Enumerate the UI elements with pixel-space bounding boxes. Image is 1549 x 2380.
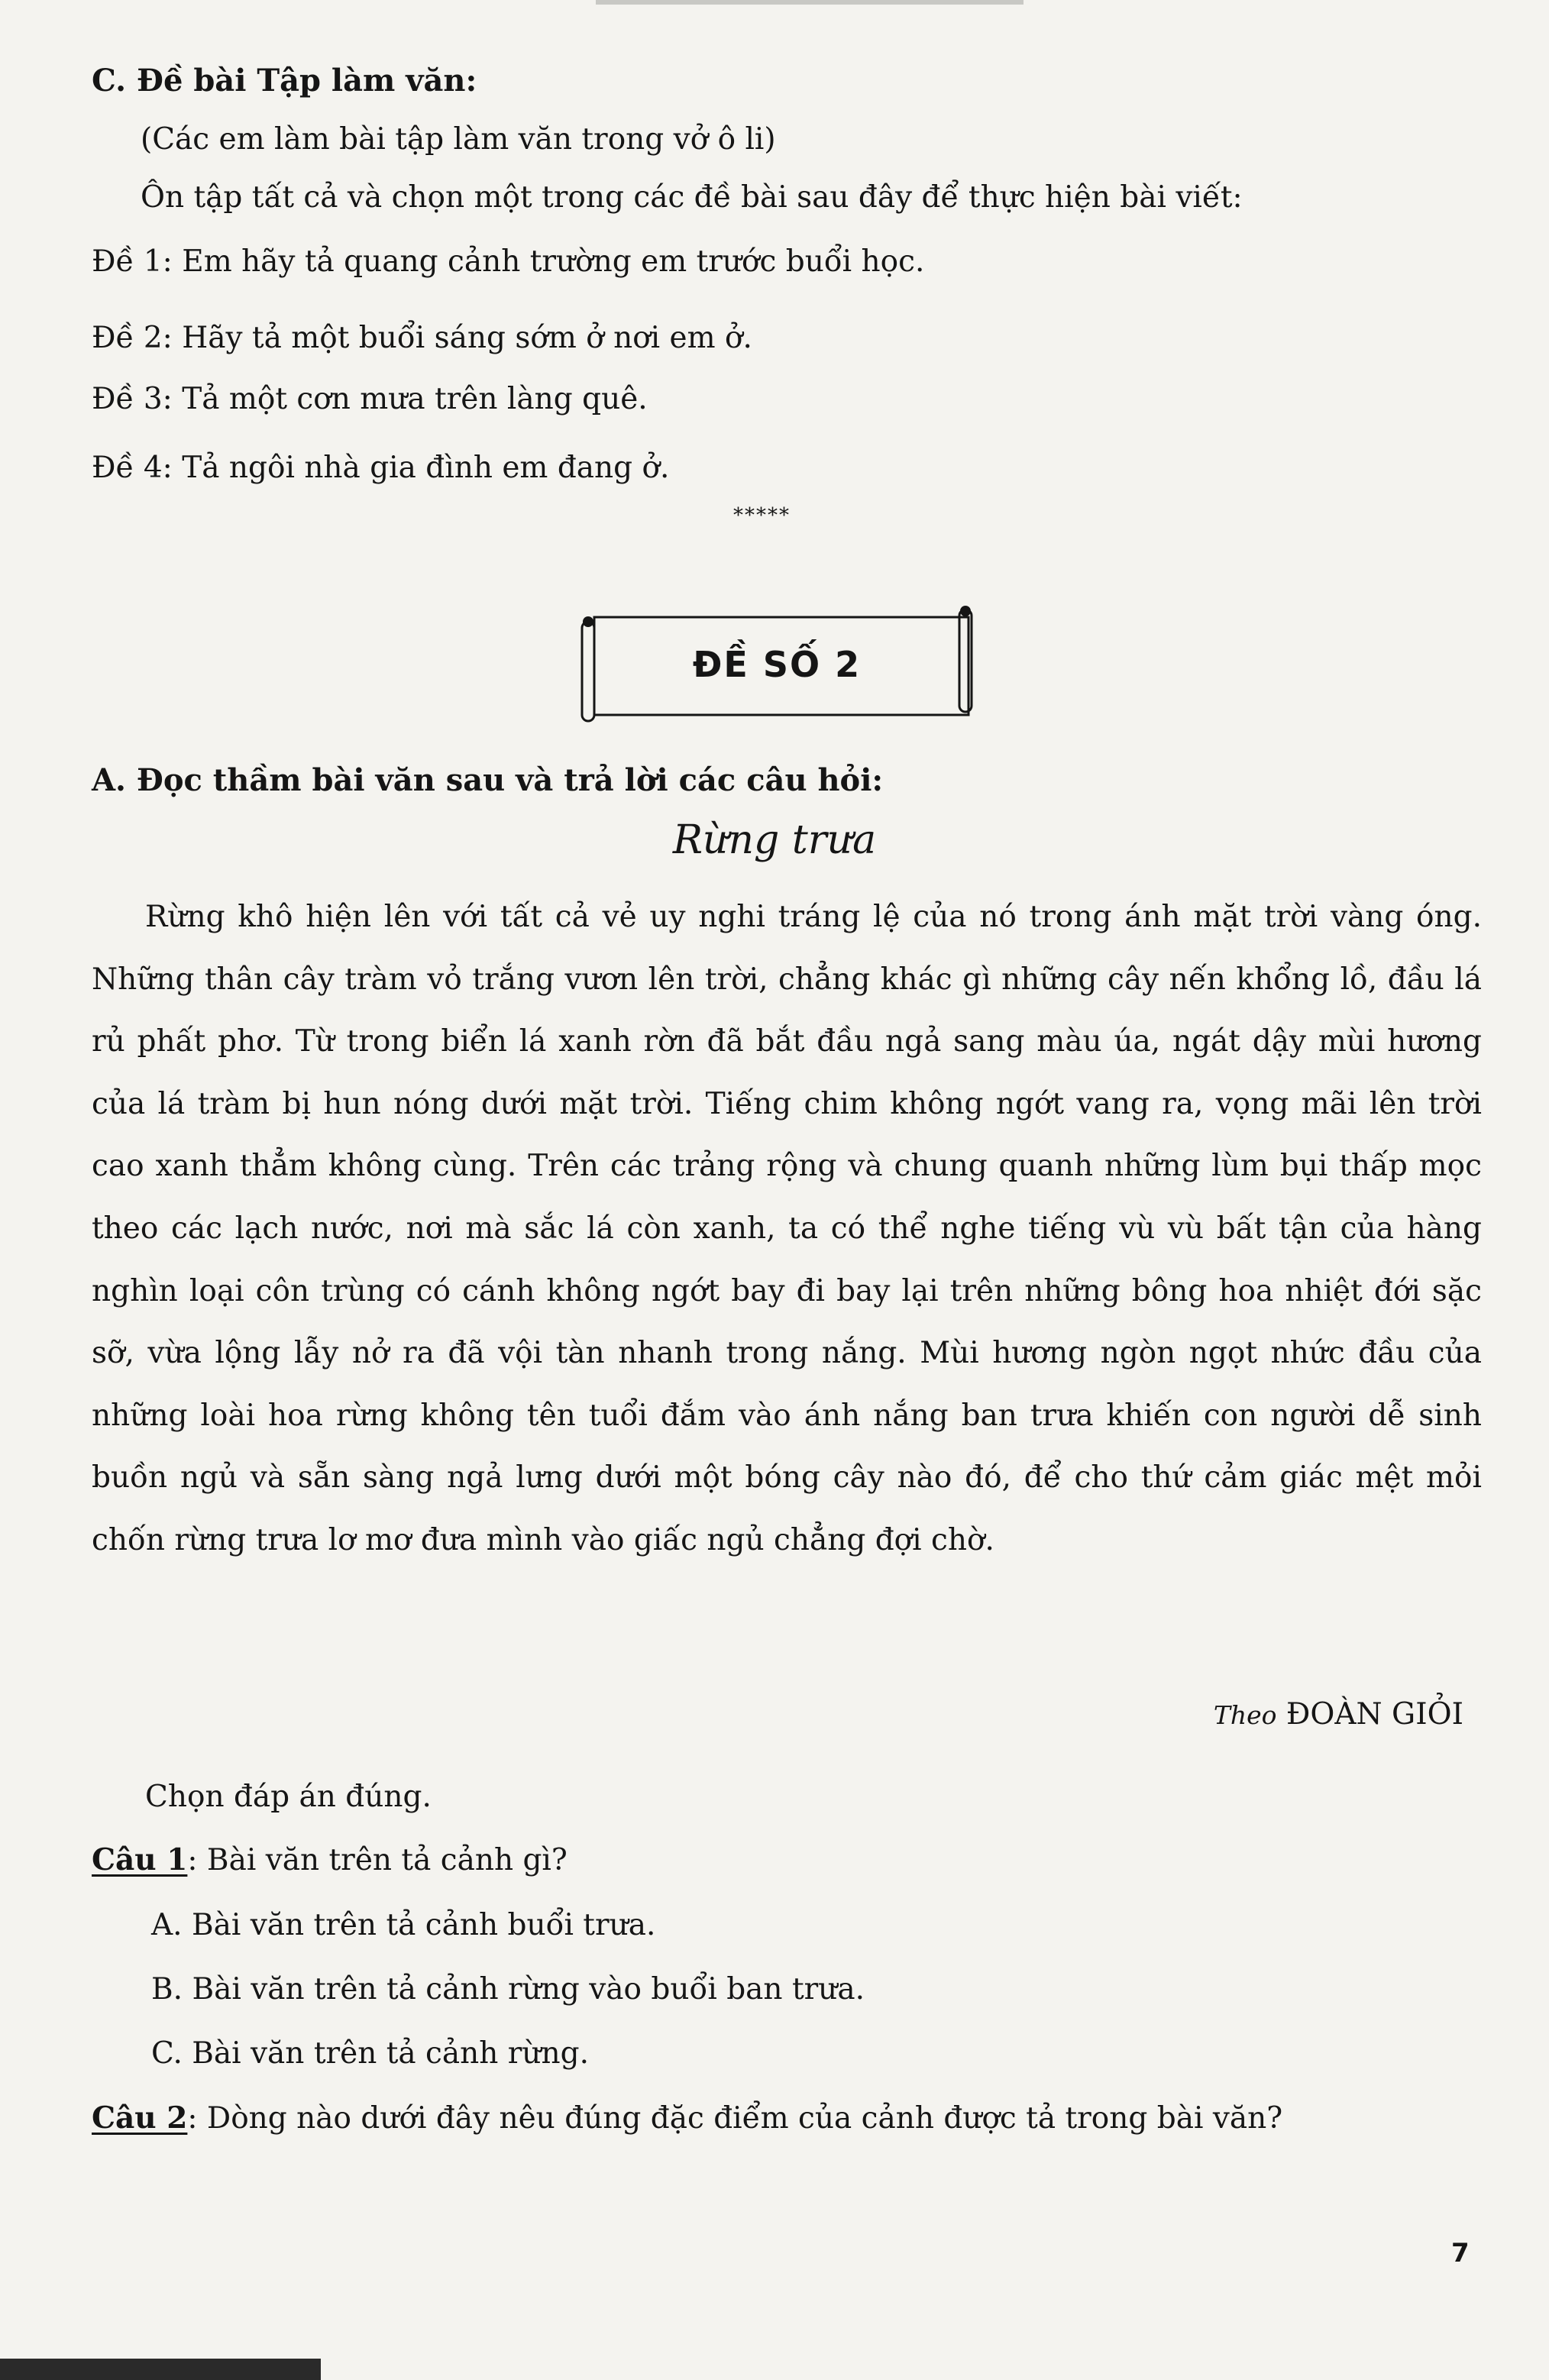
answer-prompt: Chọn đáp án đúng. [145,1780,432,1814]
answer-option: A. Bài văn trên tả cảnh buổi trưa. [151,1908,656,1942]
essay-topic: Đề 2: Hãy tả một buổi sáng sớm ở nơi em ở. [92,321,752,355]
question-2-text: : Dòng nào dưới đây nêu đúng đặc điểm của cảnh được tả trong bài văn? [187,2101,1283,2136]
page-number: 7 [1451,2238,1470,2268]
exam-number-banner [577,605,976,724]
question-1-label: Câu 1 [92,1842,188,1877]
section-c-heading: C. Đề bài Tập làm văn: [92,63,477,99]
reading-passage: Rừng khô hiện lên với tất cả vẻ uy nghi tráng lệ của nó trong ánh mặt trời vàng óng. Những thân cây tràm vỏ trắng vươn lên trời, chẳng khác gì những cây nến khổng lồ, đầu lá rủ phất phơ. Từ trong biển lá xanh rờn đã bắt đầu ngả sang màu úa, ngát dậy mùi hương của lá tràm bị hun nóng dưới mặt trời. Tiếng chim không ngớt vang ra, vọng mãi lên trời cao xanh thẳm không cùng. Trên các trảng rộng và chung quanh những lùm bụi thấp mọc theo các lạch nước, nơi mà sắc lá còn xanh, ta có thể nghe tiếng vù vù bất tận của hàng nghìn loại côn trùng có cánh không ngớt bay đi bay lại trên những bông hoa nhiệt đới sặc sỡ, vừa lộng lẫy nở ra đã vội tàn nhanh trong nắng. Mùi hương ngòn ngọt nhức đầu của những loài hoa rừng không tên tuổi đắm vào ánh nắng ban trưa khiến con người dễ sinh buồn ngủ và sẵn sàng ngả lưng dưới một bóng cây nào đó, để cho thứ cảm giác mệt mỏi chốn rừng trưa lơ mơ đưa mình vào giấc ngủ chẳng đợi chờ. [92,900,1482,1557]
page-top-edge [596,0,1024,5]
source-prefix: Theo [1213,1700,1277,1730]
answer-option: B. Bài văn trên tả cảnh rừng vào buổi ban trưa. [151,1972,865,2007]
section-c-note: (Các em làm bài tập làm văn trong vở ô li) [141,122,776,157]
essay-topic: Đề 1: Em hãy tả quang cảnh trường em trước buổi học. [92,244,925,279]
passage-title: Rừng trưa [672,817,877,863]
question-1-text: : Bài văn trên tả cảnh gì? [187,1843,568,1877]
question-1 [92,1842,568,1879]
section-c-instruction: Ôn tập tất cả và chọn một trong các đề bài sau đây để thực hiện bài viết: [141,180,1243,215]
question-2 [92,2100,1282,2137]
question-2-label: Câu 2 [92,2100,188,2136]
passage-source [1214,1697,1463,1732]
page-bottom-edge [0,2359,321,2380]
essay-topic: Đề 4: Tả ngôi nhà gia đình em đang ở. [92,451,670,485]
section-separator: ***** [733,504,791,527]
source-author: ĐOÀN GIỎI [1285,1697,1463,1732]
answer-option: C. Bài văn trên tả cảnh rừng. [151,2036,590,2071]
section-a-heading: A. Đọc thầm bài văn sau và trả lời các câu hỏi: [92,762,884,798]
banner-label: ĐỀ SỐ 2 [692,644,862,685]
essay-topic: Đề 3: Tả một cơn mưa trên làng quê. [92,382,648,416]
